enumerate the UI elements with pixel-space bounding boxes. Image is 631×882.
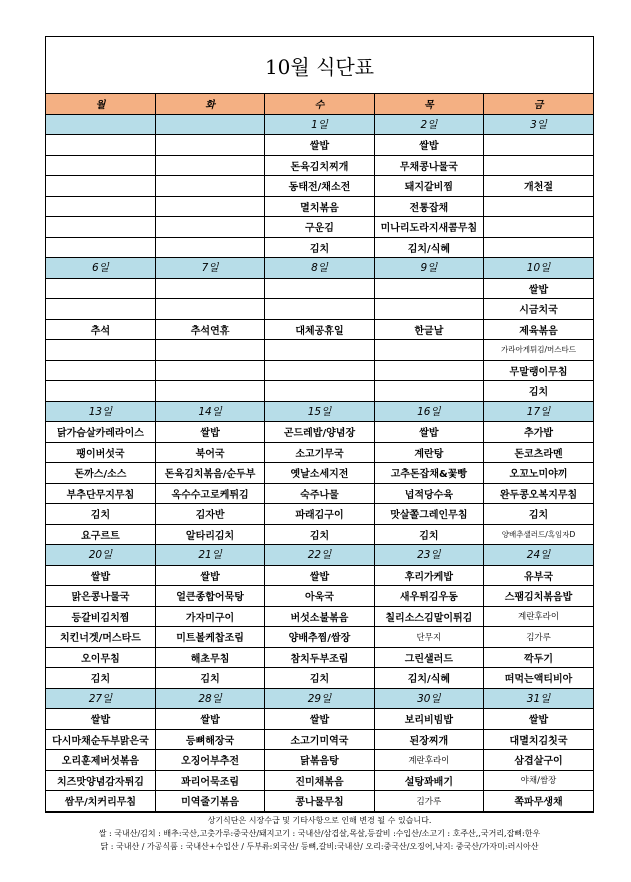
menu-cell (46, 155, 155, 176)
date-cell: 23일 (374, 545, 483, 566)
footnote-line: 상기식단은 시장수급 및 기타사항으로 인해 변경 될 수 있습니다. (207, 816, 432, 825)
menu-cell (374, 360, 483, 381)
menu-cell: 맑은콩나물국 (46, 586, 155, 607)
menu-row (46, 668, 593, 689)
menu-cell: 새우튀김우동 (374, 586, 483, 607)
date-cell: 1일 (265, 114, 374, 135)
footnote-line: 쌀 : 국내산/김치 : 배추:국산,고춧가루:중국산/돼지고기 : 국내산/삼겹살,목살,등갈비 :수입산/소고기 : 호주산,,국거리,잡뼈:한우 (98, 829, 541, 838)
menu-cell (46, 360, 155, 381)
menu-row (46, 770, 593, 791)
menu-cell (484, 217, 593, 238)
menu-row (46, 319, 593, 340)
menu-cell: 김치 (46, 504, 155, 525)
menu-cell: 돈코츠라멘 (484, 442, 593, 463)
menu-cell: 치즈맛양념감자튀김 (46, 770, 155, 791)
menu-cell (155, 299, 264, 320)
menu-row (46, 463, 593, 484)
menu-cell: 요구르트 (46, 524, 155, 545)
menu-cell: 진미채볶음 (265, 770, 374, 791)
date-cell: 2일 (374, 114, 483, 135)
menu-cell: 계란탕 (374, 442, 483, 463)
menu-cell: 무채콩나물국 (374, 155, 483, 176)
menu-cell: 북어국 (155, 442, 264, 463)
menu-cell: 참치두부조림 (265, 647, 374, 668)
menu-row (46, 299, 593, 320)
menu-cell (155, 176, 264, 197)
menu-cell: 닭가슴살카레라이스 (46, 422, 155, 443)
menu-cell: 미나리도라지새콤무침 (374, 217, 483, 238)
menu-row (46, 565, 593, 586)
menu-cell: 시금치국 (484, 299, 593, 320)
menu-cell (484, 155, 593, 176)
menu-cell: 쌀밥 (484, 278, 593, 299)
menu-cell: 쌀밥 (155, 565, 264, 586)
menu-cell: 돈까스/소스 (46, 463, 155, 484)
date-row (46, 114, 593, 135)
menu-cell: 등뼈해장국 (155, 729, 264, 750)
menu-cell: 김치 (374, 524, 483, 545)
menu-cell (155, 155, 264, 176)
menu-cell: 파래김구이 (265, 504, 374, 525)
menu-cell (46, 299, 155, 320)
menu-cell: 김치 (484, 381, 593, 402)
menu-row (46, 237, 593, 258)
date-cell: 13일 (46, 401, 155, 422)
menu-row (46, 627, 593, 648)
date-cell: 10일 (484, 258, 593, 279)
menu-cell: 미역줄기볶음 (155, 791, 264, 812)
menu-cell: 그린샐러드 (374, 647, 483, 668)
menu-row (46, 217, 593, 238)
weekday-header: 수 (265, 94, 374, 114)
menu-cell (265, 278, 374, 299)
menu-cell: 부추단무지무침 (46, 483, 155, 504)
menu-cell (374, 278, 483, 299)
menu-cell: 추가밥 (484, 422, 593, 443)
date-cell: 3일 (484, 114, 593, 135)
date-cell (46, 114, 155, 135)
menu-cell (155, 217, 264, 238)
menu-cell: 떠먹는액티비아 (484, 668, 593, 689)
menu-row (46, 709, 593, 730)
menu-cell: 구운김 (265, 217, 374, 238)
date-cell: 28일 (155, 688, 264, 709)
menu-row (46, 155, 593, 176)
menu-cell (265, 381, 374, 402)
date-cell: 14일 (155, 401, 264, 422)
menu-cell: 김치/식혜 (374, 668, 483, 689)
menu-row (46, 586, 593, 607)
menu-cell: 김치 (265, 668, 374, 689)
menu-cell: 소고기미역국 (265, 729, 374, 750)
menu-cell (155, 340, 264, 361)
menu-row (46, 524, 593, 545)
menu-cell (46, 196, 155, 217)
menu-row (46, 135, 593, 156)
menu-cell (46, 278, 155, 299)
date-cell: 31일 (484, 688, 593, 709)
menu-cell: 김치/식혜 (374, 237, 483, 258)
menu-cell: 쌀밥 (155, 422, 264, 443)
menu-cell (46, 811, 155, 813)
menu-cell: 가라아게튀김/머스타드 (484, 340, 593, 361)
menu-cell: 쌀밥 (484, 709, 593, 730)
menu-cell: 김가루 (374, 791, 483, 812)
menu-cell (484, 135, 593, 156)
menu-cell (155, 278, 264, 299)
menu-cell (265, 811, 374, 813)
date-cell: 17일 (484, 401, 593, 422)
footnote-line: 닭 : 국내산 / 가공식품 : 국내산+수입산 / 두부류:외국산/ 등뼈,갈비:국내산/ 오리:중국산/오징어,낙지: 중국산/가자미:러시아산 (100, 842, 539, 851)
menu-cell: 양배추샐러드/흑임자D (484, 524, 593, 545)
weekday-header: 목 (374, 94, 483, 114)
menu-cell: 꽈리어묵조림 (155, 770, 264, 791)
date-cell: 21일 (155, 545, 264, 566)
menu-cell: 콩나물무침 (265, 791, 374, 812)
date-cell: 24일 (484, 545, 593, 566)
menu-cell (374, 340, 483, 361)
menu-cell: 아욱국 (265, 586, 374, 607)
menu-cell: 김가루 (484, 627, 593, 648)
menu-cell: 쌀밥 (46, 565, 155, 586)
menu-cell: 유부국 (484, 565, 593, 586)
menu-cell: 김치 (265, 524, 374, 545)
menu-row (46, 360, 593, 381)
menu-cell: 대멸치김칫국 (484, 729, 593, 750)
menu-cell (155, 237, 264, 258)
menu-row (46, 176, 593, 197)
menu-cell: 삼겹살구이 (484, 750, 593, 771)
menu-cell: 옛날소세지전 (265, 463, 374, 484)
menu-row (46, 647, 593, 668)
menu-row (46, 729, 593, 750)
date-cell: 16일 (374, 401, 483, 422)
menu-cell (155, 196, 264, 217)
menu-row (46, 791, 593, 812)
menu-cell: 깍두기 (484, 647, 593, 668)
menu-cell: 쌀밥 (374, 422, 483, 443)
menu-cell: 곤드레밥/양념장 (265, 422, 374, 443)
menu-cell: 알타리김치 (155, 524, 264, 545)
menu-cell: 쌀밥 (265, 709, 374, 730)
menu-cell: 고추돈잡채&꽃빵 (374, 463, 483, 484)
menu-cell: 후리가케밥 (374, 565, 483, 586)
date-cell: 29일 (265, 688, 374, 709)
menu-cell: 오이무침 (46, 647, 155, 668)
menu-cell: 오징어부추전 (155, 750, 264, 771)
menu-cell: 추석연휴 (155, 319, 264, 340)
menu-cell: 소고기무국 (265, 442, 374, 463)
menu-cell: 쌀밥 (265, 565, 374, 586)
menu-row (46, 340, 593, 361)
date-row (46, 401, 593, 422)
menu-row (46, 606, 593, 627)
menu-cell: 설탕꽈배기 (374, 770, 483, 791)
menu-cell: 칠리소스김말이튀김 (374, 606, 483, 627)
date-row (46, 258, 593, 279)
menu-cell: 멸치볶음 (265, 196, 374, 217)
menu-cell (374, 299, 483, 320)
menu-cell (155, 381, 264, 402)
menu-table (46, 94, 593, 813)
menu-cell: 보리비빔밥 (374, 709, 483, 730)
menu-cell (265, 299, 374, 320)
date-cell: 15일 (265, 401, 374, 422)
date-cell: 8일 (265, 258, 374, 279)
menu-cell: 팽이버섯국 (46, 442, 155, 463)
menu-cell: 쌈무/치커리무침 (46, 791, 155, 812)
menu-cell: 넙적당수육 (374, 483, 483, 504)
menu-row (46, 278, 593, 299)
menu-cell: 오꼬노미야끼 (484, 463, 593, 484)
menu-cell: 다시마채순두부맑은국 (46, 729, 155, 750)
menu-cell (265, 340, 374, 361)
menu-cell: 쌀밥 (374, 135, 483, 156)
menu-cell: 쌀밥 (265, 135, 374, 156)
menu-cell: 양배추찜/쌈장 (265, 627, 374, 648)
menu-cell (155, 135, 264, 156)
menu-cell: 야채/쌈장 (484, 770, 593, 791)
menu-cell: 돼지갈비찜 (374, 176, 483, 197)
date-cell: 7일 (155, 258, 264, 279)
menu-cell: 등갈비김치찜 (46, 606, 155, 627)
menu-cell: 된장찌개 (374, 729, 483, 750)
menu-cell: 맛살쫄그레인무침 (374, 504, 483, 525)
menu-cell (46, 217, 155, 238)
date-cell: 6일 (46, 258, 155, 279)
date-cell: 30일 (374, 688, 483, 709)
menu-cell: 가자미구이 (155, 606, 264, 627)
menu-cell (46, 176, 155, 197)
menu-row (46, 504, 593, 525)
menu-cell: 한글날 (374, 319, 483, 340)
menu-cell: 스팸김치볶음밥 (484, 586, 593, 607)
menu-cell (155, 811, 264, 813)
menu-cell (46, 340, 155, 361)
menu-cell (374, 381, 483, 402)
menu-cell: 추석 (46, 319, 155, 340)
menu-cell (484, 811, 593, 813)
weekday-header: 월 (46, 94, 155, 114)
menu-cell: 얼큰종합어묵탕 (155, 586, 264, 607)
weekday-header-row (46, 94, 593, 114)
menu-cell: 전통잡채 (374, 196, 483, 217)
menu-cell: 버섯소불볶음 (265, 606, 374, 627)
menu-sheet (45, 36, 594, 813)
menu-row (46, 196, 593, 217)
menu-row (46, 442, 593, 463)
menu-cell (46, 381, 155, 402)
date-cell: 22일 (265, 545, 374, 566)
menu-cell: 대체공휴일 (265, 319, 374, 340)
menu-cell: 돈육김치볶음/순두부 (155, 463, 264, 484)
date-cell: 20일 (46, 545, 155, 566)
menu-cell: 제육볶음 (484, 319, 593, 340)
menu-cell: 계란후라이 (374, 750, 483, 771)
menu-cell: 완두콩오복지무침 (484, 483, 593, 504)
menu-cell: 쌀밥 (46, 709, 155, 730)
menu-cell (374, 811, 483, 813)
menu-cell (46, 237, 155, 258)
weekday-header: 화 (155, 94, 264, 114)
menu-row (46, 811, 593, 813)
menu-row (46, 483, 593, 504)
menu-cell: 김치 (484, 504, 593, 525)
page-title: 10월 식단표 (46, 37, 593, 94)
menu-cell: 닭볶음탕 (265, 750, 374, 771)
menu-cell: 돈육김치찌개 (265, 155, 374, 176)
menu-cell: 단무지 (374, 627, 483, 648)
menu-cell: 계란후라이 (484, 606, 593, 627)
menu-cell (484, 196, 593, 217)
menu-cell (484, 237, 593, 258)
menu-cell: 오리훈제버섯볶음 (46, 750, 155, 771)
menu-cell: 옥수수고로케튀김 (155, 483, 264, 504)
menu-cell (46, 135, 155, 156)
menu-cell: 김치 (265, 237, 374, 258)
date-cell (155, 114, 264, 135)
menu-cell: 숙주나물 (265, 483, 374, 504)
weekday-header: 금 (484, 94, 593, 114)
menu-cell: 동태전/채소전 (265, 176, 374, 197)
footnotes (45, 814, 594, 853)
date-row (46, 545, 593, 566)
menu-cell: 미트볼케찹조림 (155, 627, 264, 648)
menu-cell: 김치 (155, 668, 264, 689)
date-cell: 27일 (46, 688, 155, 709)
menu-cell: 무말랭이무침 (484, 360, 593, 381)
menu-cell: 쪽파무생채 (484, 791, 593, 812)
date-cell: 9일 (374, 258, 483, 279)
date-row (46, 688, 593, 709)
menu-row (46, 381, 593, 402)
menu-row (46, 422, 593, 443)
menu-cell: 쌀밥 (155, 709, 264, 730)
menu-cell: 김자반 (155, 504, 264, 525)
menu-cell (155, 360, 264, 381)
menu-row (46, 750, 593, 771)
menu-cell: 치킨너겟/머스타드 (46, 627, 155, 648)
menu-cell: 김치 (46, 668, 155, 689)
menu-cell (265, 360, 374, 381)
menu-cell: 개천절 (484, 176, 593, 197)
menu-cell: 해초무침 (155, 647, 264, 668)
